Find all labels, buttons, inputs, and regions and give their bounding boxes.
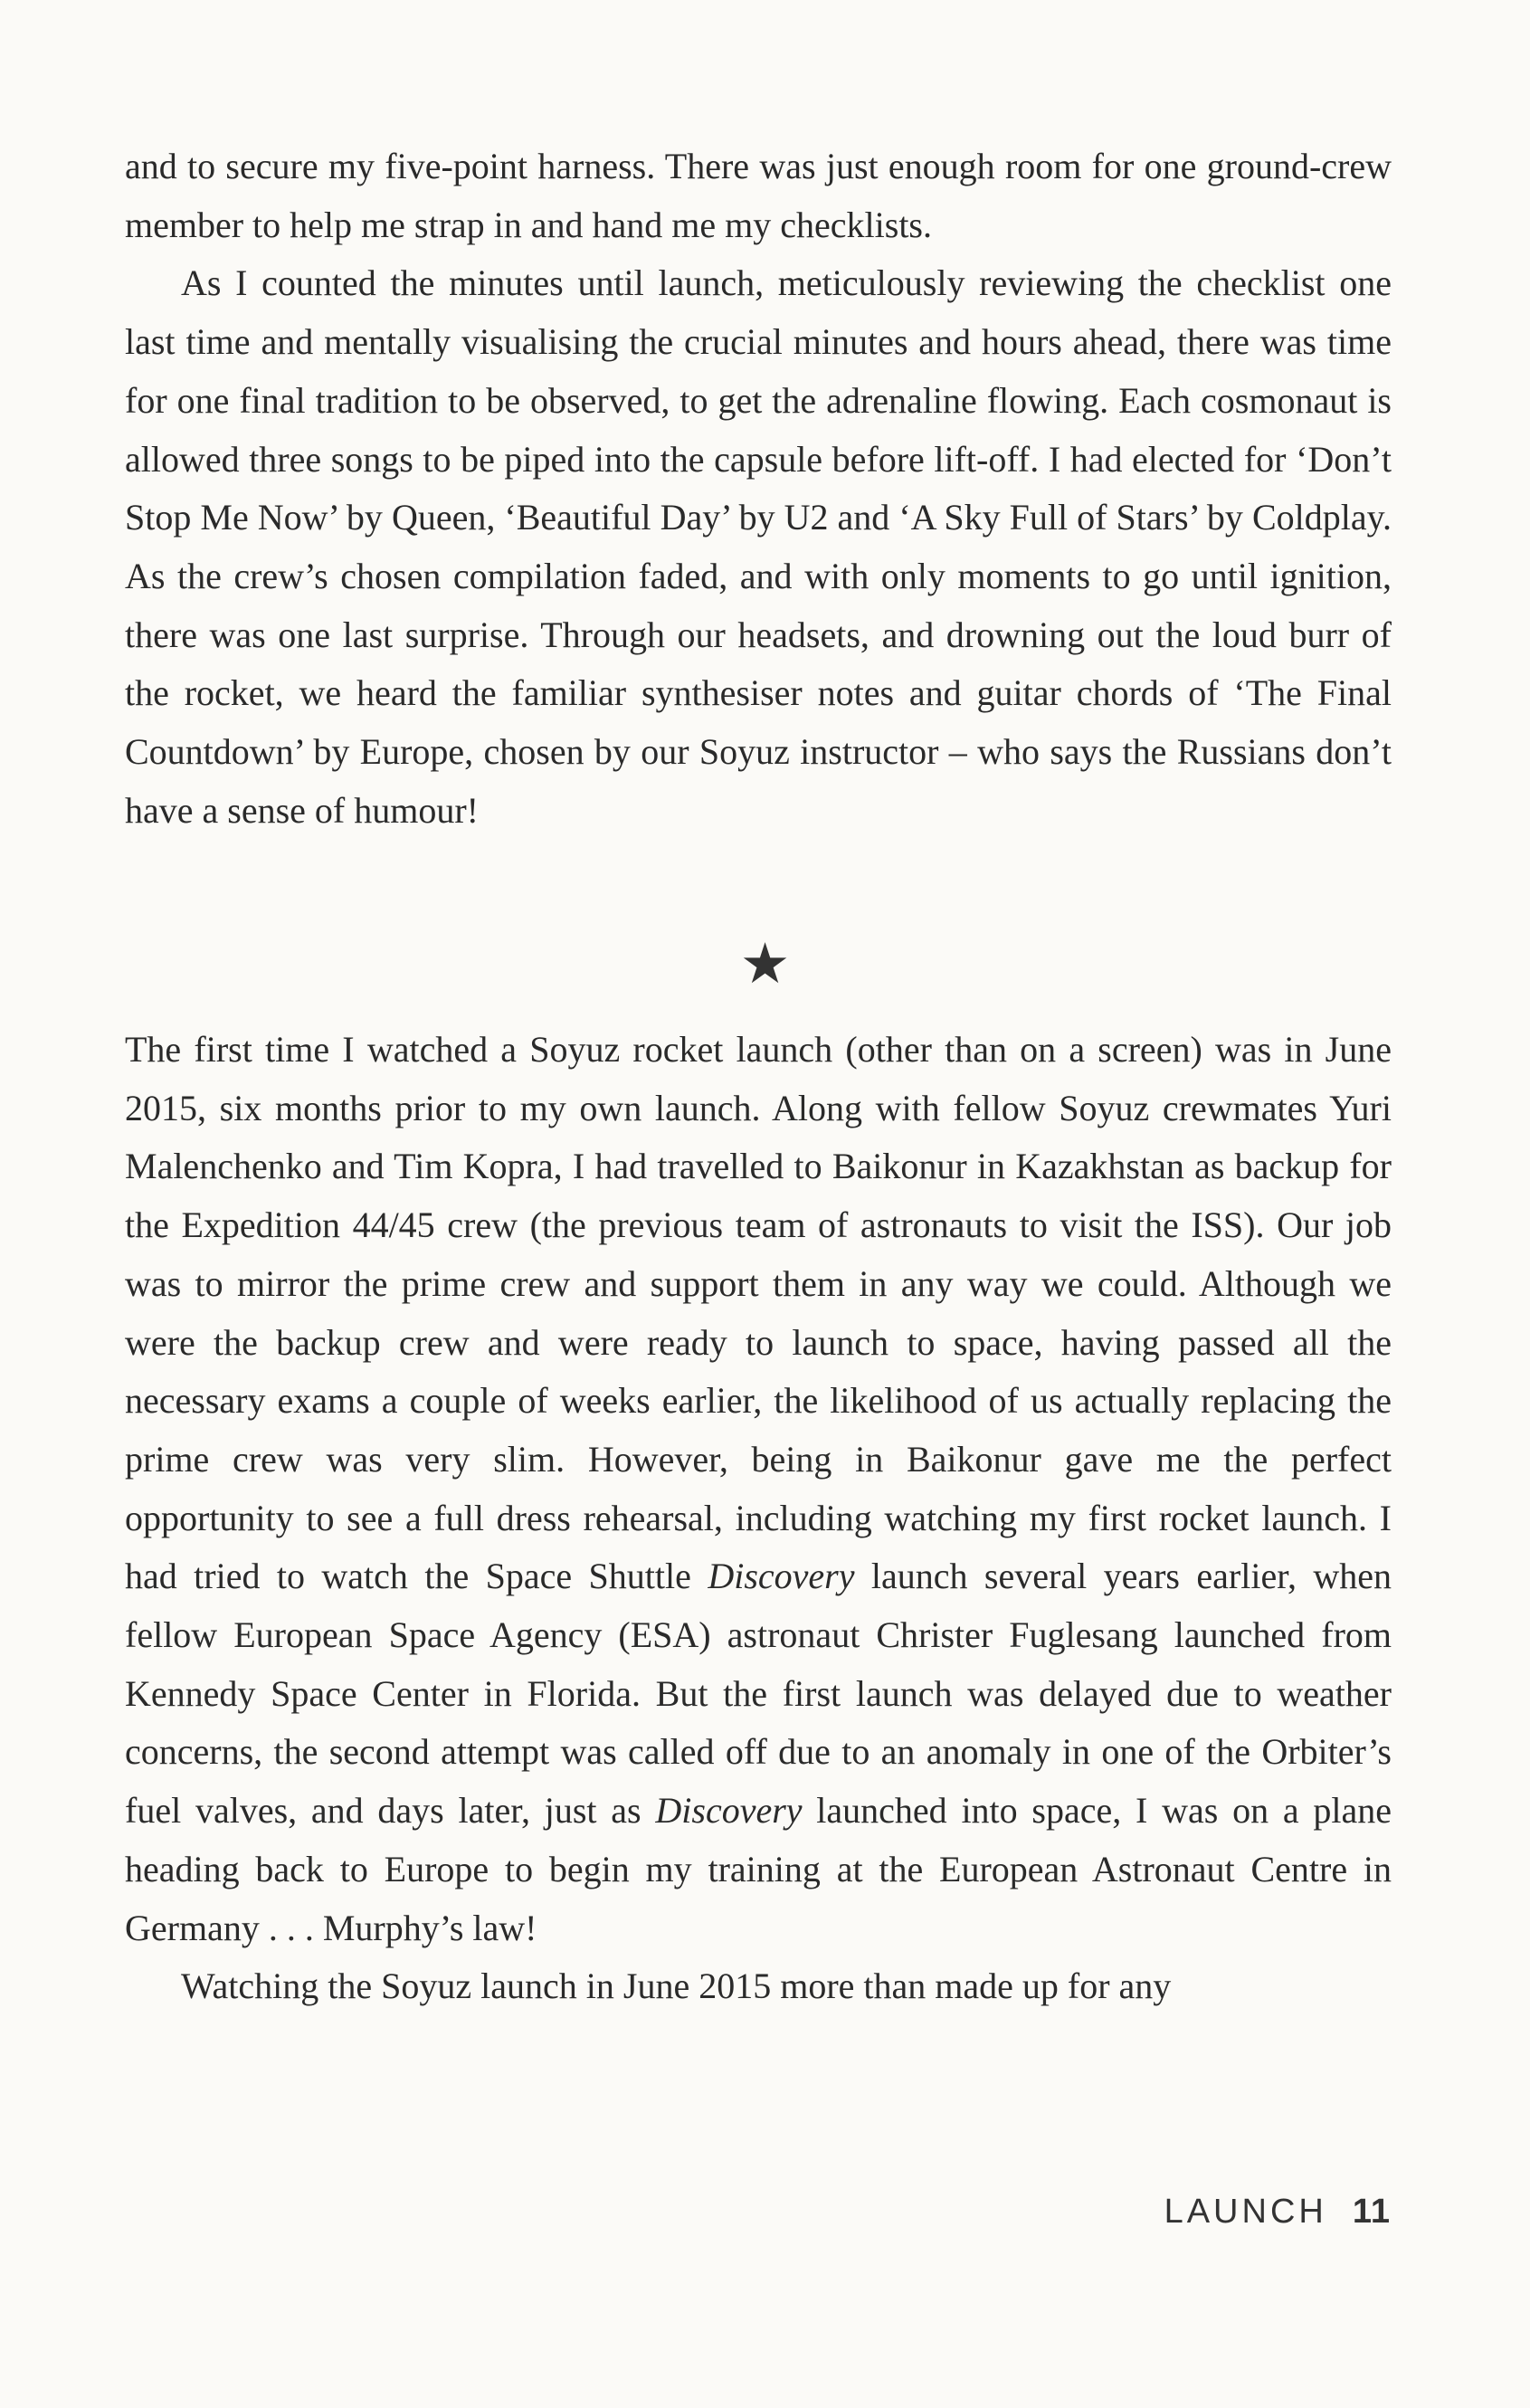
paragraph-launch-songs: As I counted the minutes until launch, meticulously reviewing the checklist one last time and mentally visualising the crucial minutes and hours ahead, there was time for one final tradition to be observed, to get the adrenaline flowing. Each cosmonaut is allowed three songs to be piped into the capsule before lift-off. I had elected for ‘Don’t Stop Me Now’ by Queen, ‘Beautiful Day’ by U2 and ‘A Sky Full of Stars’ by Coldplay. As the crew’s chosen compilation faded, and with only moments to go until ignition, there was one last surprise. Through our headsets, and drowning out the loud burr of the rocket, we heard the familiar synthesiser notes and guitar chords of ‘The Final Countdown’ by Europe, chosen by our Soyuz instructor – who says the Russians don’t have a sense of humour! (125, 262, 1392, 831)
page-footer (1164, 2184, 1391, 2239)
paragraph-text: launched into space, I was on a plane heading back to Europe to begin my training at the European Astronaut Centre in Germany . . . Murphy’s law! (125, 1790, 1392, 1948)
page-number: 11 (1352, 2193, 1391, 2231)
paragraph-continued: and to secure my five-point harness. There was just enough room for one ground-crew member to help me strap in and hand me my checklists. (125, 146, 1392, 245)
paragraph-first-soyuz-launch (125, 1021, 1392, 1957)
paragraph-watching-soyuz: Watching the Soyuz launch in June 2015 more than made up for any (181, 1965, 1172, 2007)
paragraph-text: launch several years earlier, when fellow European Space Agency (ESA) astronaut Christer Fuglesang launched from Kennedy Space Center in Florida. But the first launch was delayed due to weather concerns, the second attempt was called off due to an anomaly in one of the Orbiter’s fuel valves, and days later, just as (125, 1556, 1392, 1832)
text-block-top (125, 138, 1392, 840)
paragraph-text: The first time I watched a Soyuz rocket launch (other than on a screen) was in June 2015, six months prior to my own launch. Along with fellow Soyuz crewmates Yuri Malenchenko and Tim Kopra, I had travelled to Baikonur in Kazakhstan as backup for the Expedition 44/45 crew (the previous team of astronauts to visit the ISS). Our job was to mirror the prime crew and support them in any way we could. Although we were the backup crew and were ready to launch to space, having passed all the necessary exams a couple of weeks earlier, the likelihood of us actually replacing the prime crew was very slim. However, being in Baikonur gave me the perfect opportunity to see a full dress rehearsal, including watching my first rocket launch. I had tried to watch the Space Shuttle (125, 1029, 1392, 1597)
text-block-bottom (125, 1021, 1392, 2016)
star-divider-icon: ★ (739, 930, 791, 996)
italic-shuttle-name: Discovery (655, 1790, 803, 1832)
running-footer-section: LAUNCH (1164, 2193, 1327, 2231)
italic-shuttle-name: Discovery (708, 1556, 855, 1597)
